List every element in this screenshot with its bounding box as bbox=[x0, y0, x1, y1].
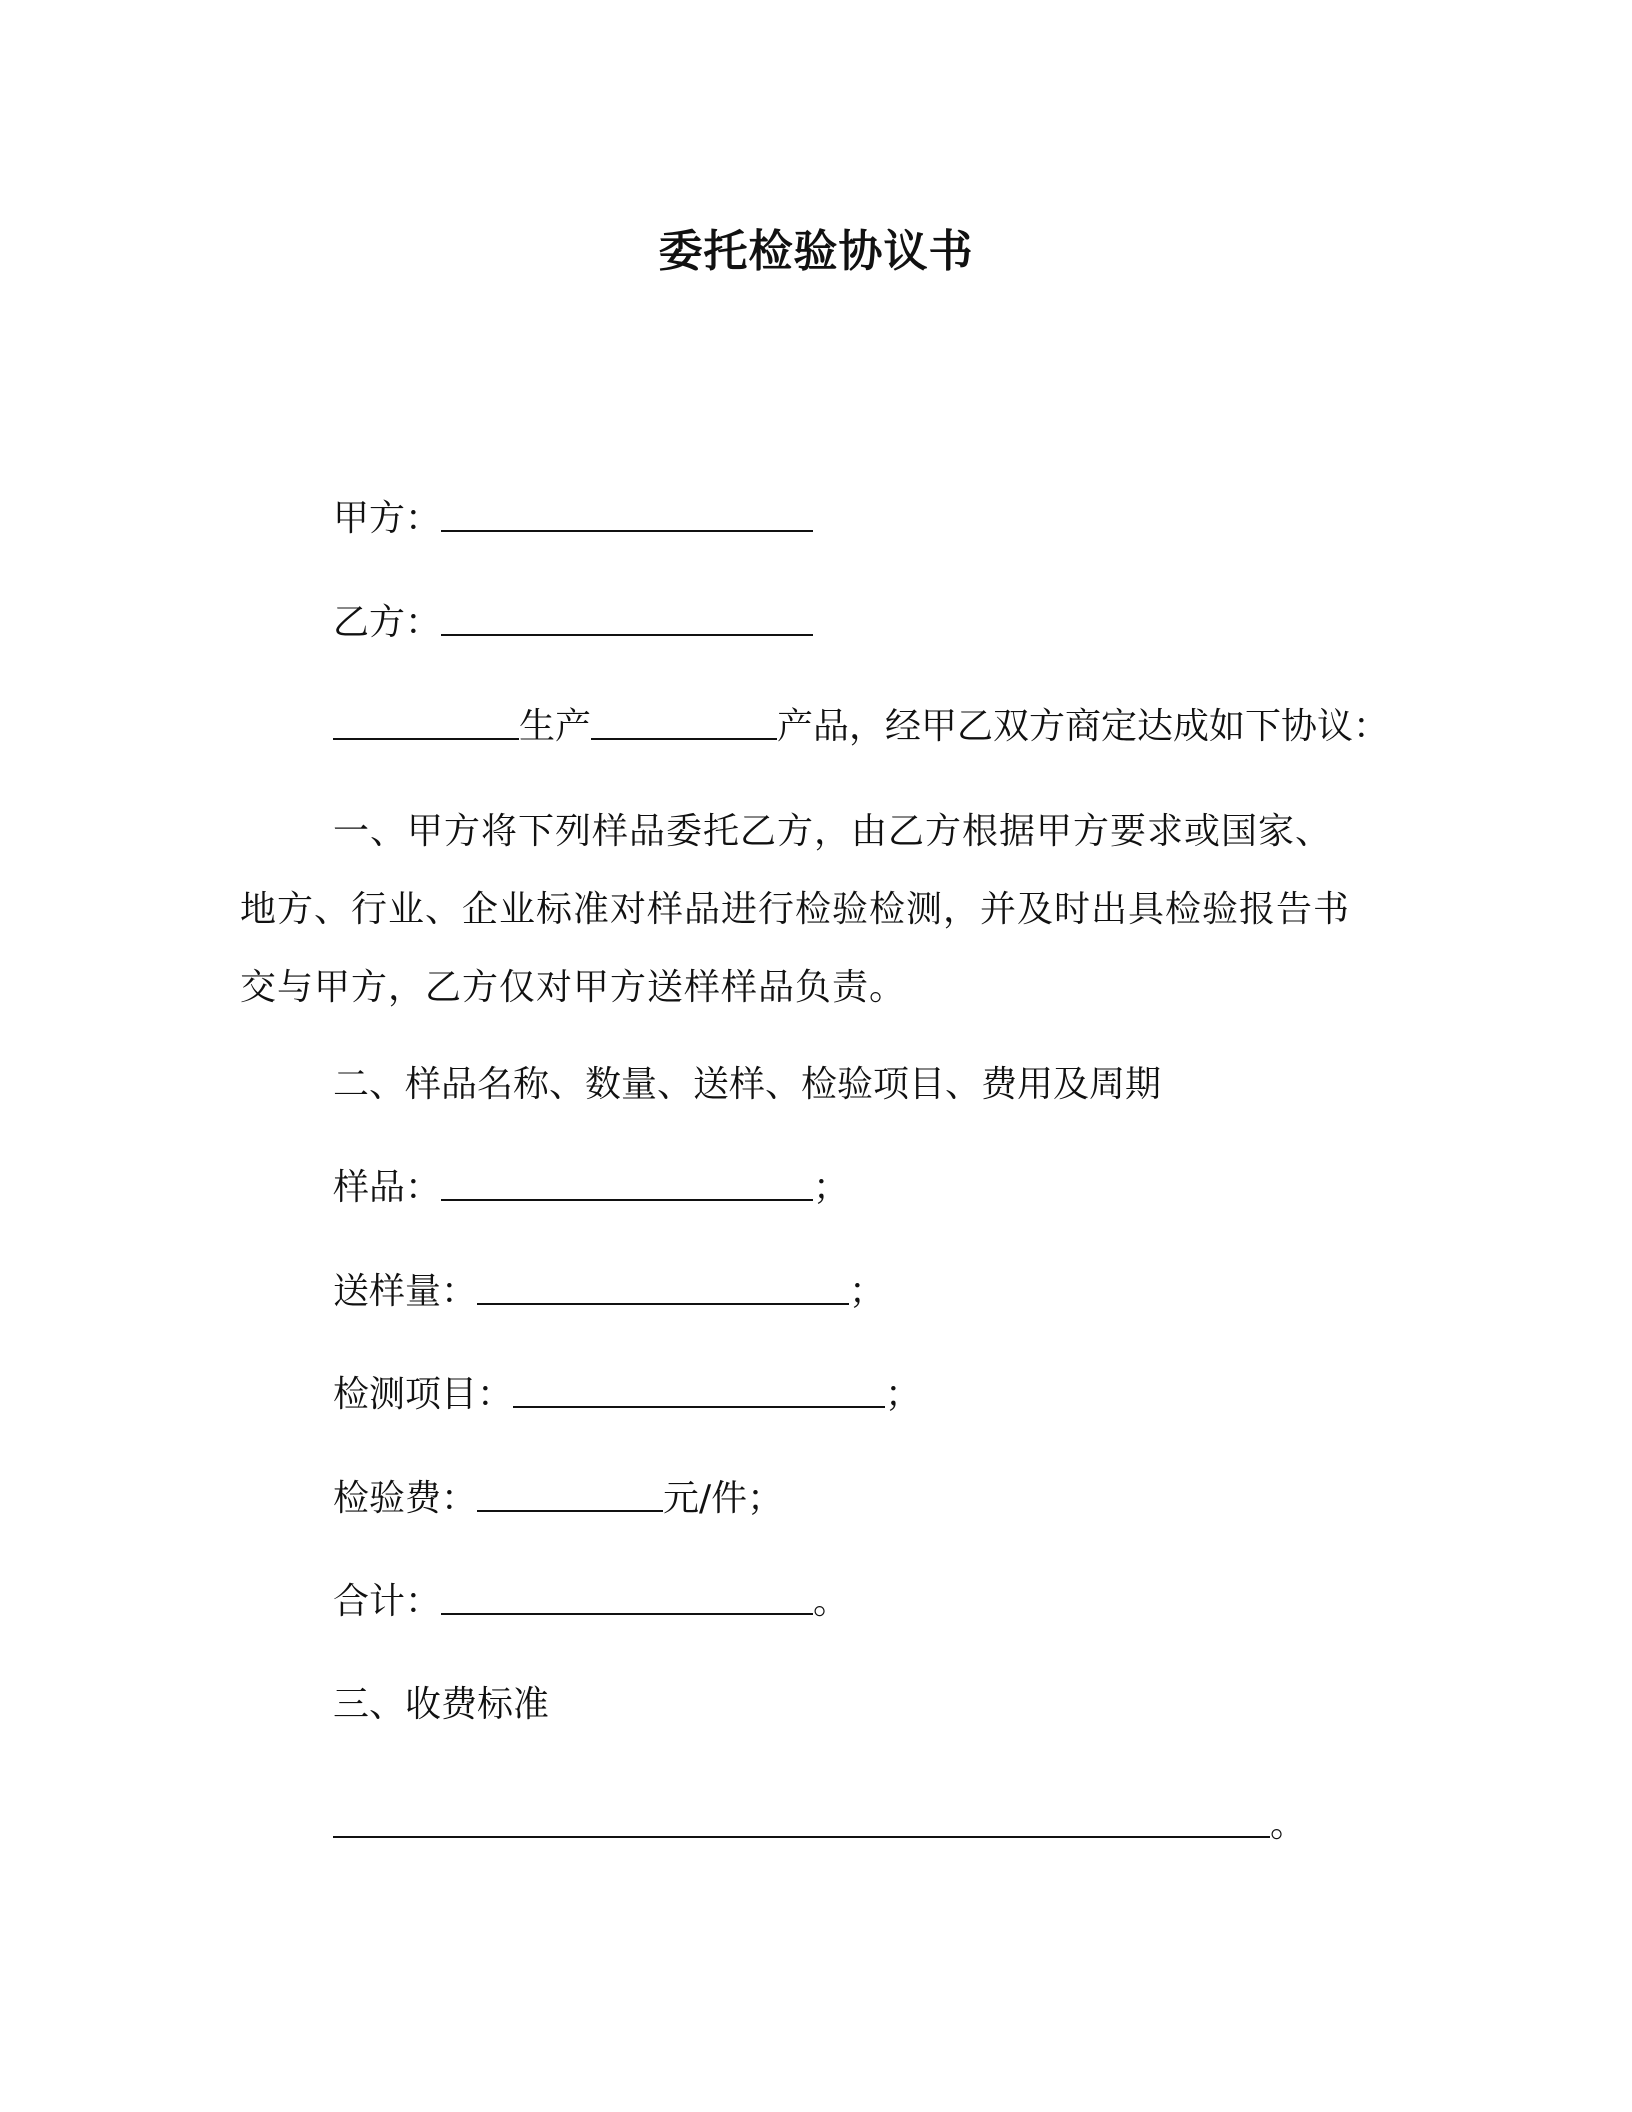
document-title: 委托检验协议书 bbox=[658, 226, 974, 277]
total-end: 。 bbox=[813, 1581, 850, 1622]
clause-3-heading: 三、收费标准 bbox=[333, 1684, 550, 1725]
intro-line bbox=[333, 702, 1389, 752]
party-a-blank[interactable] bbox=[441, 494, 813, 532]
quantity-end: ； bbox=[849, 1271, 886, 1312]
party-a-line bbox=[333, 494, 813, 544]
clause-1-paragraph: 一、甲方将下列样品委托乙方，由乙方根据甲方要求或国家、地方、行业、企业标准对样品进行检验检测，并及时出具检验报告书交与甲方，乙方仅对甲方送样样品负责。 bbox=[240, 811, 1351, 1008]
sample-blank[interactable] bbox=[441, 1163, 813, 1201]
fee-line bbox=[333, 1474, 783, 1524]
fee-unit: 元/件； bbox=[663, 1478, 784, 1519]
sample-line bbox=[333, 1163, 849, 1213]
fee-standard-blank[interactable] bbox=[333, 1800, 1270, 1838]
total-label: 合计： bbox=[333, 1581, 442, 1622]
total-blank[interactable] bbox=[441, 1577, 813, 1615]
sample-label: 样品： bbox=[333, 1167, 442, 1208]
test-items-line bbox=[333, 1370, 921, 1420]
intro-rest: 产品，经甲乙双方商定达成如下协议： bbox=[777, 706, 1390, 747]
product-blank[interactable] bbox=[591, 702, 777, 740]
test-items-blank[interactable] bbox=[513, 1370, 885, 1408]
fee-standard-line bbox=[333, 1800, 1306, 1850]
party-b-label: 乙方： bbox=[333, 602, 442, 643]
quantity-label: 送样量： bbox=[333, 1271, 478, 1312]
sample-end: ； bbox=[813, 1167, 850, 1208]
party-a-label: 甲方： bbox=[333, 498, 442, 539]
test-items-end: ； bbox=[885, 1374, 922, 1415]
manufacturer-blank[interactable] bbox=[333, 702, 519, 740]
fee-label: 检验费： bbox=[333, 1478, 478, 1519]
test-items-label: 检测项目： bbox=[333, 1374, 514, 1415]
party-b-blank[interactable] bbox=[441, 598, 813, 636]
quantity-blank[interactable] bbox=[477, 1267, 849, 1305]
fee-standard-end: 。 bbox=[1270, 1804, 1307, 1845]
intro-produce: 生产 bbox=[519, 706, 592, 747]
total-line bbox=[333, 1577, 849, 1627]
clause-2-heading: 二、样品名称、数量、送样、检验项目、费用及周期 bbox=[333, 1064, 1162, 1105]
party-b-line bbox=[333, 598, 813, 648]
quantity-line bbox=[333, 1267, 885, 1317]
fee-blank[interactable] bbox=[477, 1474, 663, 1512]
